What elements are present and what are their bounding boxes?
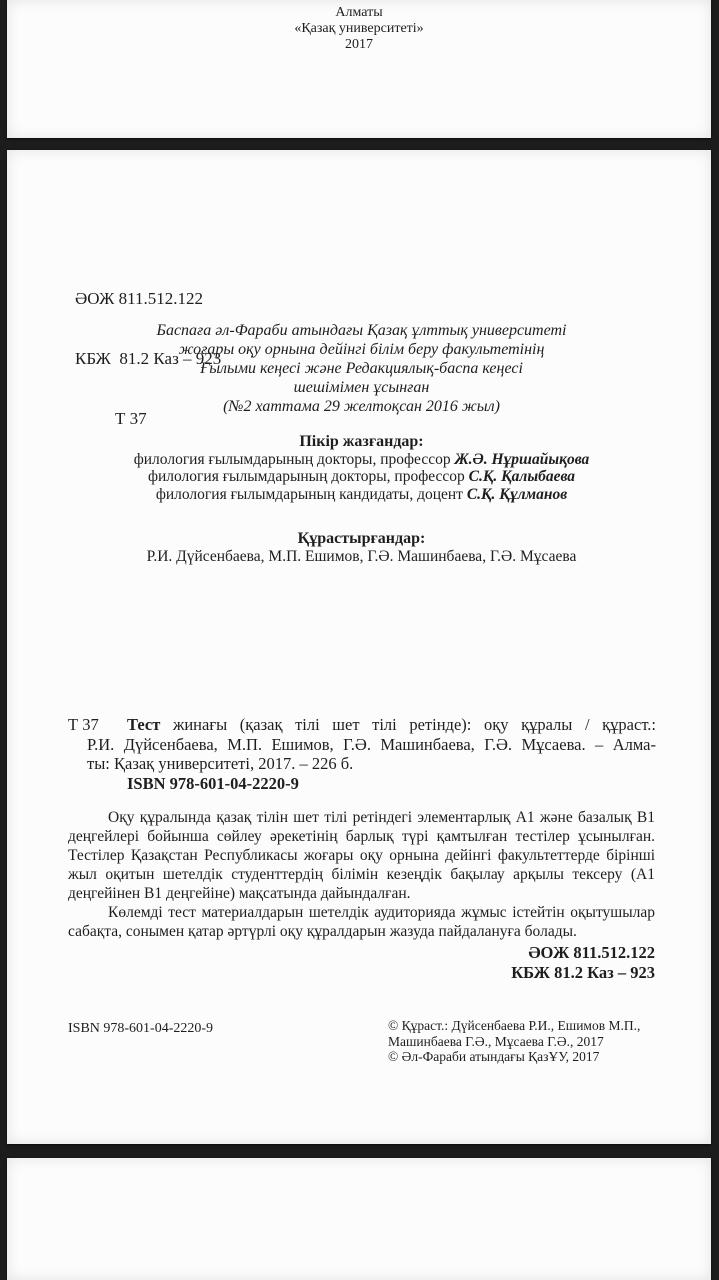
reviewers-heading: Пікір жазғандар:: [299, 433, 424, 450]
catalog-author-sign: Т 37: [68, 715, 99, 734]
udc-code-line: ӘОЖ 811.512.122: [75, 289, 203, 308]
imprint-year: 2017: [345, 37, 373, 52]
annotation-paragraph: Көлемді тест материалдарын шетелдік аудиторияда жұмыс істейтін оқытушылар сабақта, сонымен қатар әртүрлі оқу құралдарын жазуда пайдалануға болады.: [68, 904, 655, 940]
catalog-isbn: ISBN 978-601-04-2220-9: [127, 773, 299, 793]
title-page-bottom-fragment: [7, 0, 711, 138]
catalog-publisher-line: ты: Қазақ университеті, 2017. – 226 б.: [87, 754, 354, 773]
imprint-publisher: «Қазақ университеті»: [294, 21, 424, 36]
lbc-code-line: КБЖ 81.2 Каз – 923: [75, 349, 222, 368]
copyright-block: [388, 1018, 640, 1065]
udc-code-line: ӘОЖ 811.512.122: [528, 943, 655, 962]
approval-line: жоғары оқу орнына дейінгі білім беру факультетінің: [178, 341, 545, 358]
copyright-line: © Құраст.: Дүйсенбаева Р.И., Ешимов М.П.,: [388, 1018, 641, 1033]
catalog-title-line: [87, 715, 656, 735]
compilers-section: [68, 530, 655, 565]
author-sign-line: Т 37: [115, 409, 147, 428]
copyright-line: Машинбаева Г.Ә., Мұсаева Г.Ә., 2017: [388, 1033, 604, 1049]
footer-isbn: ISBN 978-601-04-2220-9: [68, 1021, 214, 1036]
approval-statement: [68, 321, 655, 416]
reviewers-section: [68, 433, 655, 503]
imprint-city: Алматы: [335, 5, 383, 20]
approval-line: шешімімен ұсынған: [293, 379, 430, 396]
annotation-block: [68, 808, 655, 941]
reviewer-title: филология ғылымдарының кандидаты, доцент: [155, 485, 467, 503]
annotation-paragraph: Оқу құралында қазақ тілін шет тілі ретіндегі элементарлық А1 және базалық В1 деңгейлері бойынша сөйлеу әрекетінің барлық түрі қамтылған тестілер ұсынылған. Тестілер Қазақстан Республикасы жоғары оқу орнына дейінгі факультеттерде бірінші жыл оқитын шетелдік студенттердің білімін кезеңдік бақылау арқылы тексеру (А1 деңгейінен В1 деңгейіне) мақсатында дайындалған.: [68, 809, 655, 902]
approval-protocol-line: (№2 хаттама 29 желтоқсан 2016 жыл): [223, 398, 500, 415]
compilers-heading: Құрастырғандар:: [297, 530, 426, 547]
reviewer-line: [68, 451, 655, 469]
approval-line: Баспаға әл-Фараби атындағы Қазақ ұлттық университеті: [156, 322, 567, 339]
reviewer-name: Ж.Ә. Нұршайықова: [454, 450, 590, 468]
publisher-imprint-block: [7, 5, 711, 53]
udc-codes-bottom: [68, 943, 655, 982]
catalog-title-rest: жинағы (қазақ тілі шет тілі ретінде): оқу құралы / құраст.:: [160, 715, 656, 734]
lbc-code-line: КБЖ 81.2 Каз – 923: [511, 962, 655, 982]
reviewer-name: С.Қ. Құлманов: [466, 485, 568, 503]
reviewer-line: [68, 486, 655, 504]
compilers-names: Р.И. Дүйсенбаева, М.П. Ешимов, Г.Ә. Машинбаева, Г.Ә. Мұсаева: [146, 547, 577, 565]
catalog-title-word: Тест: [127, 715, 161, 734]
catalog-card: [68, 715, 656, 793]
approval-line: Ғылыми кеңесі және Редакциялық-баспа кеңесі: [200, 360, 523, 377]
reviewer-line: [68, 468, 655, 486]
catalog-authors-line: Р.И. Дүйсенбаева, М.П. Ешимов, Г.Ә. Машинбаева, Г.Ә. Мұсаева. – Алма-: [87, 734, 656, 754]
reviewer-title: филология ғылымдарының докторы, профессор: [147, 468, 469, 485]
copyright-line: © Әл-Фараби атындағы ҚазҰУ, 2017: [388, 1049, 600, 1064]
reviewer-name: С.Қ. Қалыбаева: [468, 468, 576, 485]
copyright-footer: [68, 1018, 655, 1078]
next-page-top-fragment: [7, 1158, 711, 1280]
imprint-page: [7, 150, 711, 1144]
reviewer-title: филология ғылымдарының докторы, профессор: [133, 450, 455, 468]
